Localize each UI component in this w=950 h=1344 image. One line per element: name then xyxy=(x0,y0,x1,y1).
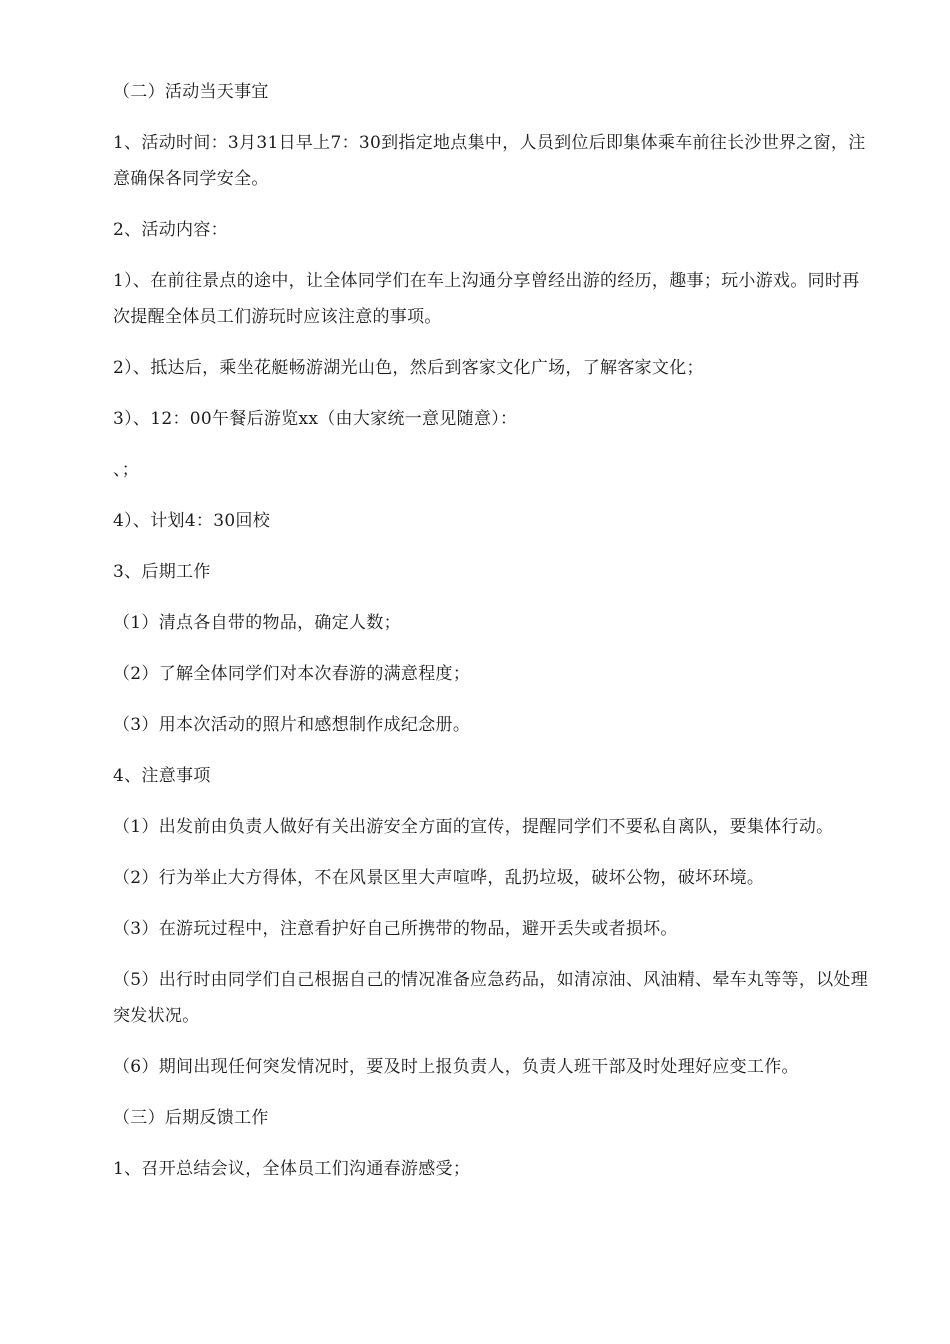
paragraph-activity-content: 2、活动内容： xyxy=(113,220,228,240)
paragraph-precautions: 4、注意事项 xyxy=(113,766,211,786)
section-heading-activity-day: （二）活动当天事宜 xyxy=(113,82,269,102)
paragraph-followup-item-3: （3）用本次活动的照片和感想制作成纪念册。 xyxy=(113,715,471,735)
paragraph-followup-work: 3、后期工作 xyxy=(113,562,211,582)
section-heading-feedback: （三）后期反馈工作 xyxy=(113,1108,269,1128)
paragraph-placeholder: 、； xyxy=(113,460,140,480)
paragraph-content-item-4: 4）、计划4：30回校 xyxy=(113,511,271,531)
paragraph-precaution-1: （1）出发前由负责人做好有关出游安全方面的宣传，提醒同学们不要私自离队，要集体行动。 xyxy=(113,817,834,837)
paragraph-feedback-item-1: 1、召开总结会议，全体员工们沟通春游感受； xyxy=(113,1159,471,1179)
paragraph-content-item-2: 2）、抵达后，乘坐花艇畅游湖光山色，然后到客家文化广场，了解客家文化； xyxy=(113,358,704,378)
paragraph-followup-item-1: （1）清点各自带的物品，确定人数； xyxy=(113,613,401,633)
paragraph-content-item-3: 3）、12：00午餐后游览xx（由大家统一意见随意）： xyxy=(113,409,518,429)
paragraph-followup-item-2: （2）了解全体同学们对本次春游的满意程度； xyxy=(113,664,471,684)
paragraph-precaution-2: （2）行为举止大方得体，不在风景区里大声喧哗，乱扔垃圾，破坏公物，破坏环境。 xyxy=(113,868,765,888)
paragraph-precaution-6: （6）期间出现任何突发情况时，要及时上报负责人，负责人班干部及时处理好应变工作。 xyxy=(113,1057,799,1077)
paragraph-precaution-5: （5）出行时由同学们自己根据自己的情况准备应急药品，如清凉油、风油精、晕车丸等等，以处理突发状况。 xyxy=(113,970,869,1026)
document-body xyxy=(113,74,873,1202)
paragraph-precaution-3: （3）在游玩过程中，注意看护好自己所携带的物品，避开丢失或者损坏。 xyxy=(113,919,678,939)
paragraph-activity-time: 1、活动时间：3月31日早上7：30到指定地点集中，人员到位后即集体乘车前往长沙世界之窗，注意确保各同学安全。 xyxy=(113,133,866,189)
paragraph-content-item-1: 1）、在前往景点的途中，让全体同学们在车上沟通分享曾经出游的经历，趣事；玩小游戏。同时再次提醒全体员工们游玩时应该注意的事项。 xyxy=(113,271,860,327)
